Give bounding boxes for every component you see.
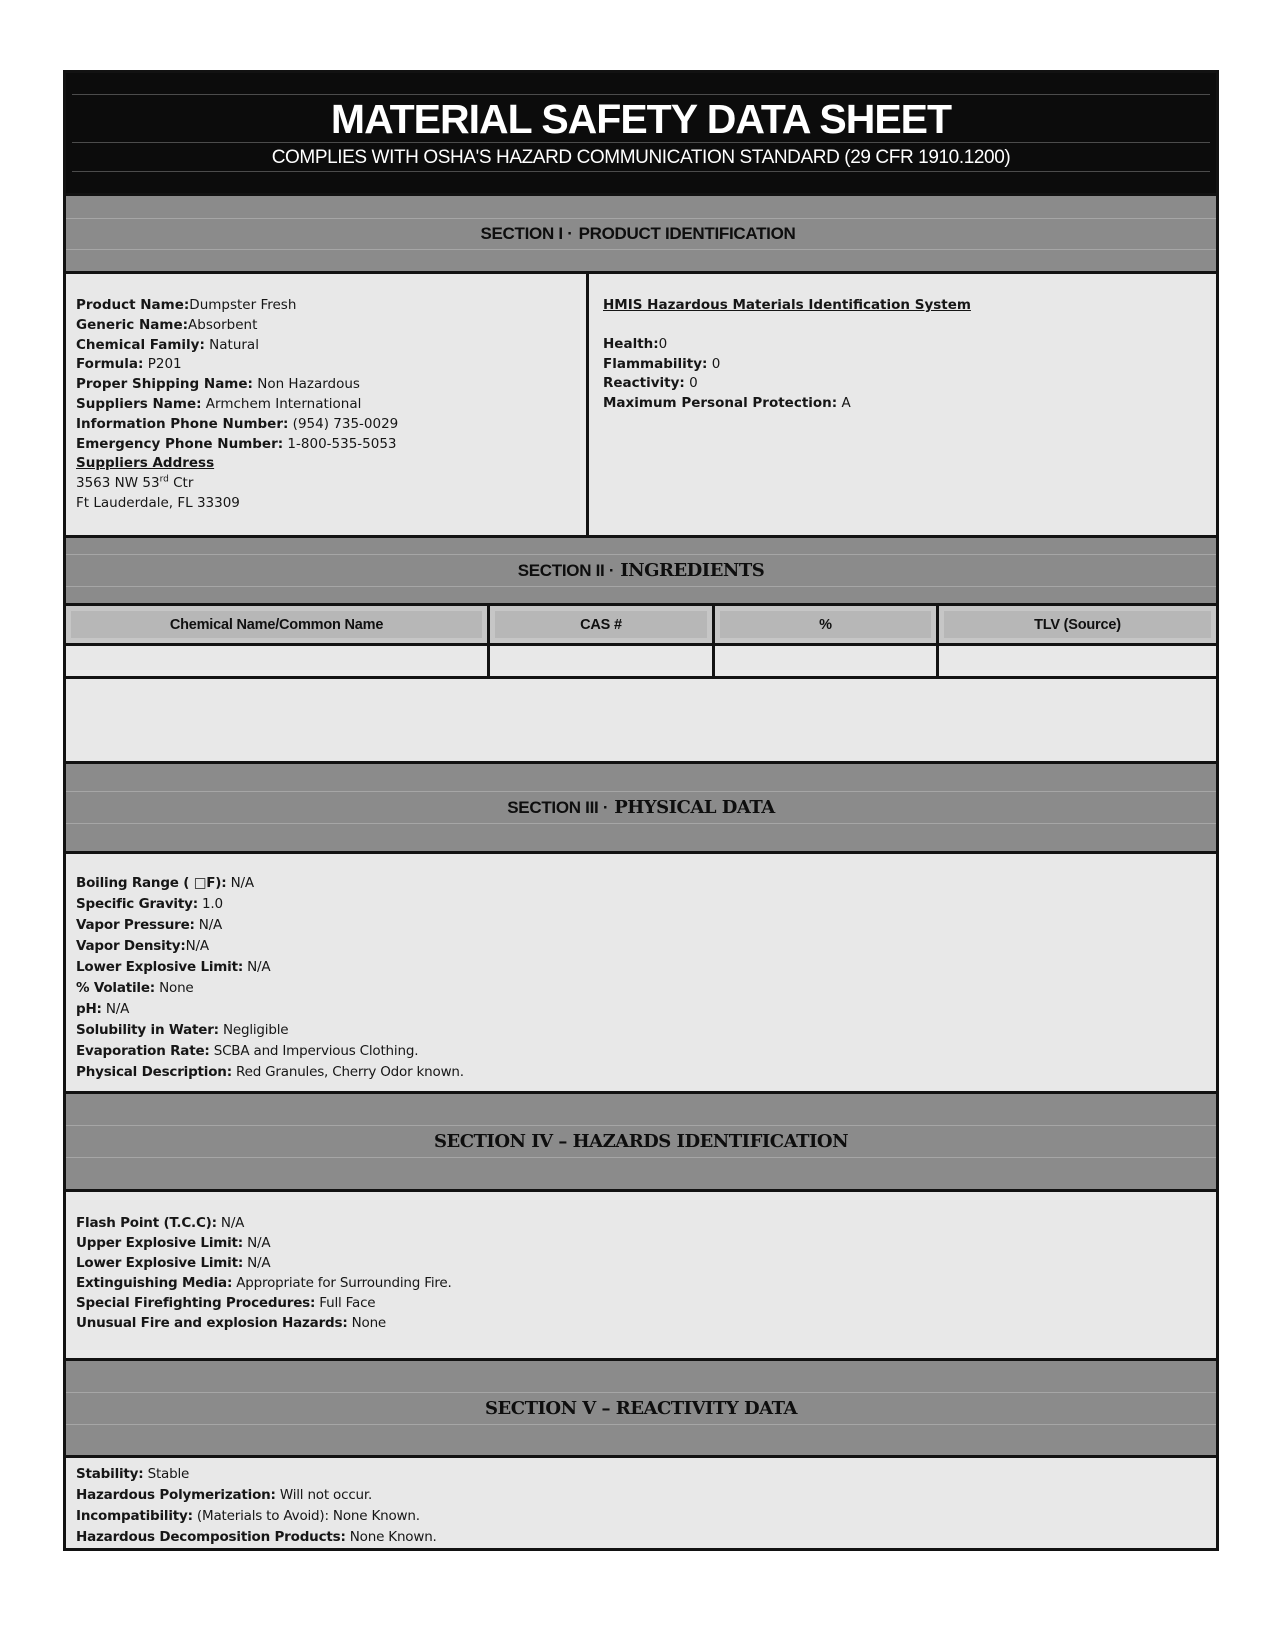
- section2-header-band: [66, 535, 1216, 603]
- field-upper-explosive-limit: [76, 1233, 1208, 1253]
- column-header-cas: CAS #: [490, 606, 715, 643]
- ordinal-suffix: rd: [159, 474, 169, 485]
- field-value: N/A: [194, 917, 223, 933]
- field-label: Suppliers Name:: [76, 395, 202, 412]
- section4-header-band: [66, 1091, 1216, 1189]
- field-ph: [76, 999, 1208, 1020]
- field-stability: [76, 1464, 1208, 1485]
- band-divider: [66, 823, 1216, 824]
- section5-body: [66, 1455, 1216, 1548]
- field-incompatibility: [76, 1506, 1208, 1527]
- field-label: Flash Point (T.C.C):: [76, 1215, 217, 1231]
- field-value: None Known.: [345, 1529, 437, 1545]
- ingredient-cell-empty: [490, 646, 715, 676]
- msds-document: [63, 70, 1219, 1551]
- section5-title: [66, 1393, 1216, 1424]
- field-vapor-density: [76, 936, 1208, 957]
- field-proper-shipping-name: [76, 375, 578, 395]
- masthead-divider: [72, 171, 1211, 172]
- field-label: Health:: [603, 335, 659, 352]
- field-label: Maximum Personal Protection:: [603, 395, 838, 412]
- field-value: N/A: [226, 875, 254, 891]
- field-label: Information Phone Number:: [76, 415, 289, 432]
- field-specific-gravity: [76, 894, 1208, 915]
- address-line-2: [76, 494, 578, 514]
- field-value: N/A: [243, 959, 271, 975]
- field-extinguishing-media: [76, 1273, 1208, 1293]
- column-header-percent: %: [715, 606, 939, 643]
- field-physical-description: [76, 1062, 1208, 1083]
- field-label: Emergency Phone Number:: [76, 435, 284, 452]
- band-divider: [66, 249, 1216, 250]
- address-text: Ctr: [168, 475, 194, 492]
- field-value: 0: [684, 375, 698, 392]
- document-subtitle: COMPLIES WITH OSHA'S HAZARD COMMUNICATION STANDARD (29 CFR 1910.1200): [271, 147, 1011, 168]
- field-solubility: [76, 1020, 1208, 1041]
- field-value: Non Hazardous: [252, 376, 360, 393]
- product-identification-column: [66, 274, 589, 535]
- field-label: Formula:: [76, 356, 144, 373]
- address-line-1: [76, 474, 578, 494]
- field-value: None: [155, 980, 194, 996]
- section1-header-band: [66, 193, 1216, 271]
- section4-title: [66, 1126, 1216, 1157]
- section3-title-main: PHYSICAL DATA: [614, 797, 775, 818]
- address-text: Ft Lauderdale, FL 33309: [76, 494, 240, 511]
- band-divider: [66, 1157, 1216, 1158]
- field-value: N/A: [185, 938, 209, 954]
- ingredient-cell-empty: [715, 646, 939, 676]
- section3-title: [66, 792, 1216, 823]
- field-value: 0: [658, 335, 668, 352]
- field-hazardous-decomposition: [76, 1527, 1208, 1548]
- hmis-heading: HMIS Hazardous Materials Identification System: [603, 297, 971, 313]
- address-heading-label: Suppliers Address: [76, 455, 215, 472]
- field-emergency-phone: [76, 435, 578, 455]
- ingredients-table-row: [66, 643, 1216, 676]
- suppliers-address-heading: [76, 454, 578, 474]
- field-label: Physical Description:: [76, 1064, 232, 1080]
- field-label: Unusual Fire and explosion Hazards:: [76, 1315, 348, 1331]
- field-percent-volatile: [76, 978, 1208, 999]
- field-value: (954) 735-0029: [288, 415, 399, 432]
- field-information-phone: [76, 415, 578, 435]
- field-label: Reactivity:: [603, 375, 685, 392]
- field-label: Flammability:: [603, 355, 708, 372]
- field-label: Stability:: [76, 1466, 144, 1482]
- field-label: Vapor Pressure:: [76, 917, 195, 933]
- field-value: (Materials to Avoid): None Known.: [192, 1508, 420, 1524]
- field-label: Evaporation Rate:: [76, 1043, 210, 1059]
- section1-title: [66, 219, 1216, 249]
- field-value: 1-800-535-5053: [283, 435, 397, 452]
- field-flash-point: [76, 1213, 1208, 1233]
- section4-title-text: SECTION IV – HAZARDS IDENTIFICATION: [433, 1131, 849, 1152]
- field-label: Upper Explosive Limit:: [76, 1235, 243, 1251]
- section3-body: [66, 851, 1216, 1091]
- field-label: Generic Name:: [76, 316, 189, 333]
- field-value: Negligible: [218, 1022, 289, 1038]
- section4-body: [66, 1189, 1216, 1358]
- band-divider: [66, 1424, 1216, 1425]
- field-label: Incompatibility:: [76, 1508, 193, 1524]
- section3-title-prefix: SECTION III ·: [507, 798, 609, 817]
- hmis-column: [589, 274, 1216, 535]
- band-divider: [66, 586, 1216, 587]
- field-value: 0: [707, 355, 721, 372]
- field-value: N/A: [243, 1255, 271, 1271]
- field-value: Armchem International: [201, 395, 362, 412]
- field-value: Full Face: [315, 1295, 376, 1311]
- ingredients-table-header: [66, 603, 1216, 643]
- field-unusual-fire-hazards: [76, 1313, 1208, 1333]
- field-hazardous-polymerization: [76, 1485, 1208, 1506]
- field-boiling-range: [76, 873, 1208, 894]
- section1-title-main: PRODUCT IDENTIFICATION: [578, 223, 796, 243]
- field-vapor-pressure: [76, 915, 1208, 936]
- field-label: Special Firefighting Procedures:: [76, 1295, 316, 1311]
- field-label: Hazardous Decomposition Products:: [76, 1529, 346, 1545]
- document-title: MATERIAL SAFETY DATA SHEET: [330, 96, 952, 142]
- field-special-firefighting: [76, 1293, 1208, 1313]
- ingredient-cell-empty: [66, 646, 490, 676]
- masthead-divider: [72, 142, 1211, 143]
- field-product-name: [76, 296, 578, 316]
- field-value: None: [347, 1315, 387, 1331]
- field-value: N/A: [216, 1215, 245, 1231]
- field-label: Chemical Family:: [76, 336, 205, 353]
- address-text: 3563 NW 53: [76, 475, 160, 492]
- field-health: [603, 335, 1208, 355]
- field-value: 1.0: [197, 896, 223, 912]
- field-value: Natural: [204, 336, 259, 353]
- field-value: Dumpster Fresh: [189, 297, 297, 313]
- section2-title: [66, 555, 1216, 586]
- field-value: Red Granules, Cherry Odor known.: [231, 1064, 464, 1080]
- field-value: Appropriate for Surrounding Fire.: [232, 1275, 452, 1291]
- field-label: % Volatile:: [76, 980, 156, 996]
- field-suppliers-name: [76, 395, 578, 415]
- field-value: Stable: [143, 1466, 190, 1482]
- field-value: A: [837, 395, 851, 412]
- field-label: Hazardous Polymerization:: [76, 1487, 276, 1503]
- field-label: Lower Explosive Limit:: [76, 1255, 244, 1271]
- field-value: N/A: [101, 1001, 130, 1017]
- field-max-personal-protection: [603, 394, 1208, 414]
- field-value: Will not occur.: [275, 1487, 373, 1503]
- field-label: Lower Explosive Limit:: [76, 959, 244, 975]
- field-label: Extinguishing Media:: [76, 1275, 233, 1291]
- field-chemical-family: [76, 336, 578, 356]
- column-header-tlv: TLV (Source): [939, 606, 1216, 643]
- masthead-divider: [72, 94, 1211, 95]
- field-flammability: [603, 355, 1208, 375]
- masthead: [66, 73, 1216, 193]
- field-label: Specific Gravity:: [76, 896, 198, 912]
- field-label: Solubility in Water:: [76, 1022, 219, 1038]
- section5-title-text: SECTION V – REACTIVITY DATA: [485, 1397, 797, 1419]
- field-label: Boiling Range ( □F):: [76, 875, 227, 891]
- field-label: Product Name:: [76, 297, 190, 313]
- section2-title-prefix: SECTION II ·: [517, 561, 615, 580]
- field-value: N/A: [243, 1235, 271, 1251]
- field-generic-name: [76, 316, 578, 336]
- field-reactivity: [603, 374, 1208, 394]
- field-label: Vapor Density:: [76, 938, 186, 954]
- section2-title-main: INGREDIENTS: [620, 560, 765, 581]
- field-evaporation-rate: [76, 1041, 1208, 1062]
- field-lower-explosive-limit: [76, 957, 1208, 978]
- field-label: Proper Shipping Name:: [76, 376, 253, 393]
- field-value: P201: [143, 356, 182, 373]
- field-label: pH:: [76, 1001, 102, 1017]
- section1-title-prefix: SECTION I ·: [480, 223, 573, 243]
- field-lower-explosive-limit-2: [76, 1253, 1208, 1273]
- ingredients-spacer: [66, 676, 1216, 761]
- section5-header-band: [66, 1358, 1216, 1455]
- ingredient-cell-empty: [939, 646, 1216, 676]
- section1-body: [66, 271, 1216, 535]
- section3-header-band: [66, 761, 1216, 851]
- column-header-chemical-name: Chemical Name/Common Name: [66, 606, 490, 643]
- field-value: Absorbent: [188, 316, 258, 333]
- field-formula: [76, 355, 578, 375]
- field-value: SCBA and Impervious Clothing.: [209, 1043, 419, 1059]
